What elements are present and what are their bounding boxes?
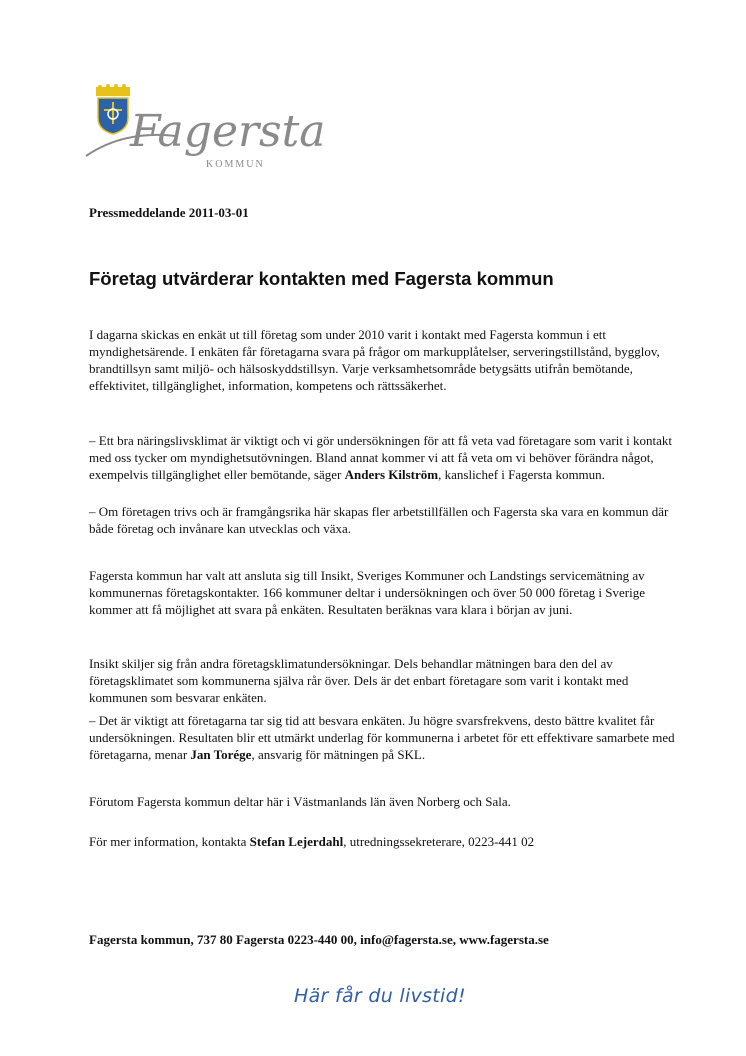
paragraph-text: , utredningssekreterare, 0223-441 02 xyxy=(343,834,535,849)
body-paragraph-4 xyxy=(89,567,689,618)
body-paragraph-1 xyxy=(89,326,689,394)
paragraph-text: – Om företagen trivs och är framgångsrika här skapas fler arbetstillfällen och Fagersta ska vara en kommun där både företag och invånare kan utvecklas och växa. xyxy=(89,504,669,536)
paragraph-text: I dagarna skickas en enkät ut till företag som under 2010 varit i kontakt med Fagersta kommun i ett myndighetsärende. I enkäten får företagarna svara på frågor om markupplåtelser, serveringstillstånd, bygglov, brandtillsyn samt miljö- och hälsoskyddstillsyn. Varje verksamhetsområde betygsätts utifrån bemötande, effektivitet, tillgänglighet, information, kompetens och rättssäkerhet. xyxy=(89,327,660,393)
paragraph-text: Fagersta kommun har valt att ansluta sig till Insikt, Sveriges Kommuner och Landstings servicemätning av kommunernas företagskontakter. 166 kommuner deltar i undersökningen och över 50 000 företag i Sverige kommer att få möjlighet att svara på enkäten. Resultaten beräknas vara klara i början av juni. xyxy=(89,568,645,617)
footer-contact-line: Fagersta kommun, 737 80 Fagersta 0223-440 00, info@fagersta.se, www.fagersta.se xyxy=(89,932,549,947)
paragraph-text: , kanslichef i Fagersta kommun. xyxy=(438,467,605,482)
paragraph-text: För mer information, kontakta xyxy=(89,834,250,849)
contact-paragraph xyxy=(89,833,689,850)
paragraph-text: Förutom Fagersta kommun deltar här i Västmanlands län även Norberg och Sala. xyxy=(89,794,511,809)
press-release-date: Pressmeddelande 2011-03-01 xyxy=(89,205,249,220)
logo-subtext: KOMMUN xyxy=(206,159,265,170)
person-name-torege: Jan Torége xyxy=(190,747,252,762)
person-name-kilstrom: Anders Kilström xyxy=(344,467,439,482)
paragraph-text: – Det är viktigt att företagarna tar sig tid att besvara enkäten. Ju högre svarsfrekvens, desto bättre kvalitet får undersökningen. Resultaten blir ett utmärkt underlag för kommunerna i arbetet för ett effektivare samarbete med företagarna, menar xyxy=(89,713,675,762)
body-paragraph-7 xyxy=(89,793,689,810)
paragraph-text: – Ett bra näringslivsklimat är viktigt och vi gör undersökningen för att få veta vad företagare som varit i kontakt med oss tycker om myndighetsutövningen. Bland annat kommer vi att få veta om vi behöver förändra något, exempelvis tillgänglighet eller bemötande, säger xyxy=(89,433,673,482)
paragraph-text: , ansvarig för mätningen på SKL. xyxy=(251,747,426,762)
fagersta-kommun-logo xyxy=(84,84,326,174)
body-paragraph-3 xyxy=(89,503,689,537)
body-paragraph-5 xyxy=(89,655,689,706)
body-paragraph-2 xyxy=(89,432,689,483)
footer-slogan: Här får du livstid! xyxy=(294,985,466,1007)
logo-wordmark: Fagersta xyxy=(130,106,326,157)
paragraph-text: Insikt skiljer sig från andra företagsklimatundersökningar. Dels behandlar mätningen bara den del av företagsklimatet som kommunerna själva rår över. Dels är det enbart företagare som varit i kontakt med kommunen som besvarar enkäten. xyxy=(89,656,629,705)
logo-graphic xyxy=(84,84,326,174)
person-name-lejerdahl: Stefan Lejerdahl xyxy=(249,834,344,849)
page-title: Företag utvärderar kontakten med Fagersta kommun xyxy=(89,268,554,289)
body-paragraph-6 xyxy=(89,712,689,763)
